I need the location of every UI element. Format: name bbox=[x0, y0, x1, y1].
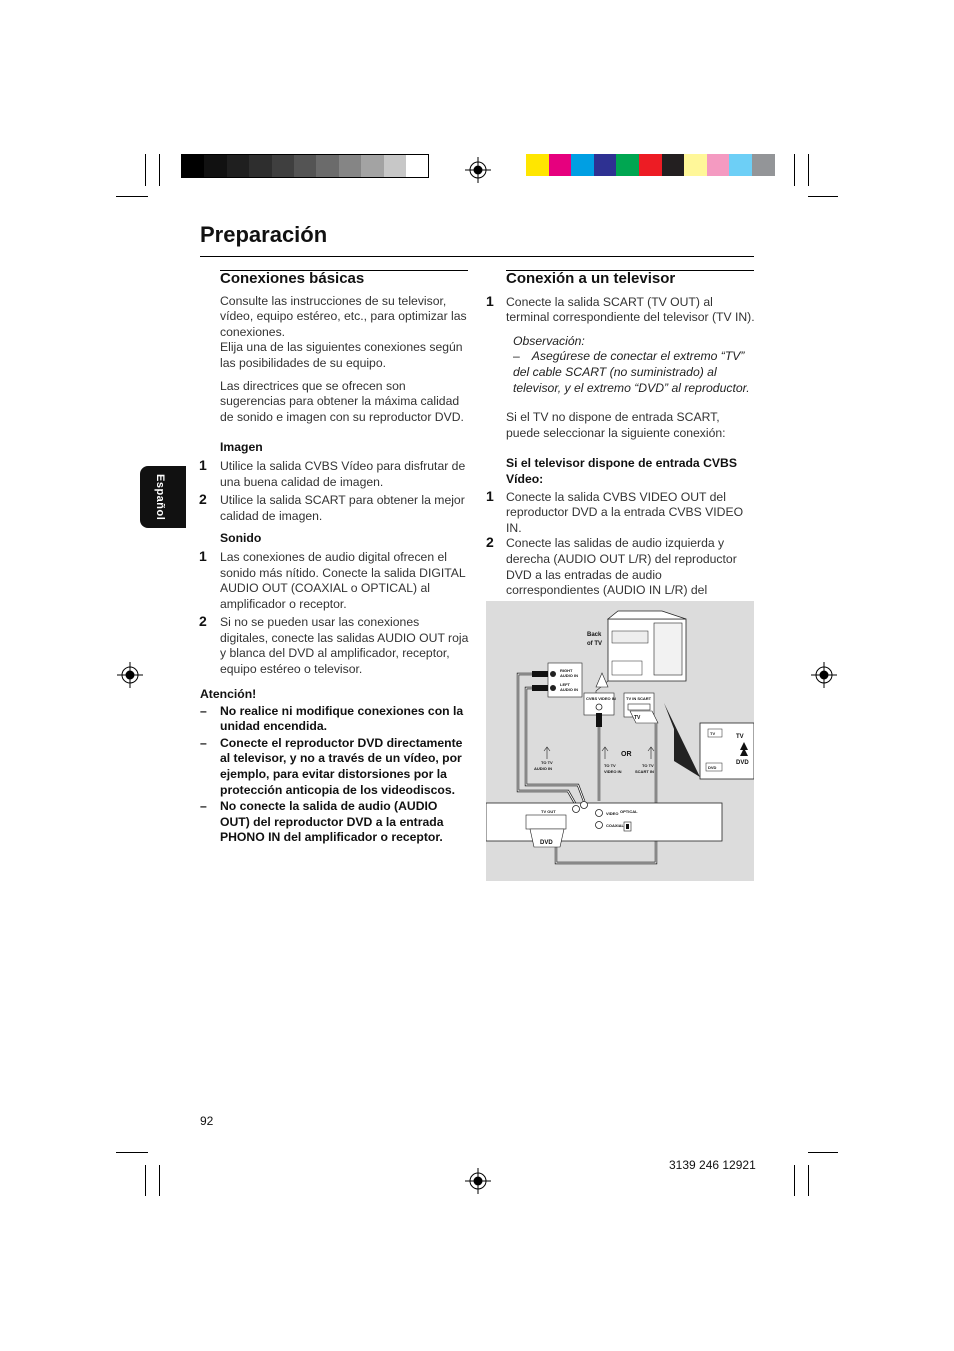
crop-mark bbox=[145, 1165, 146, 1196]
calibration-swatch bbox=[526, 154, 549, 176]
step-text: Las conexiones de audio digital ofrecen el sonido más nítido. Conecte la salida DIGITAL AUDIO OUT (COAXIAL o OPTICAL) al amplificador o receptor. bbox=[220, 549, 466, 611]
page-title: Preparación bbox=[200, 222, 328, 247]
calibration-swatch bbox=[662, 154, 685, 176]
registration-mark-icon bbox=[117, 662, 143, 688]
to-tv-scart-in-label: TO TV bbox=[642, 763, 654, 768]
scart-tv-label: TV bbox=[634, 715, 641, 721]
step-text: Utilice la salida SCART para obtener la mejor calidad de imagen. bbox=[220, 493, 465, 523]
subheading: Si el televisor dispone de entrada CVBS Vídeo: bbox=[506, 456, 737, 486]
or-label: OR bbox=[621, 751, 632, 758]
calibration-swatch bbox=[249, 155, 271, 177]
warning-heading: Atención! bbox=[200, 687, 257, 701]
warning-item: No conecte la salida de audio (AUDIO OUT) del reproductor DVD a la entrada PHONO IN del amplificador o receptor. bbox=[220, 799, 444, 845]
dvd-player-back bbox=[486, 803, 722, 841]
right-audio-in-label: AUDIO IN bbox=[560, 673, 578, 678]
step-number: 1 bbox=[199, 456, 207, 473]
left-column bbox=[199, 270, 470, 678]
calibration-swatch bbox=[384, 155, 406, 177]
intro-paragraph: Las directrices que se ofrecen son sugerencias para obtener la máxima calidad de sonido e imagen con su reproductor DVD. bbox=[220, 378, 464, 424]
calibration-swatch bbox=[182, 155, 204, 177]
crop-mark bbox=[808, 1165, 809, 1196]
calibration-swatch bbox=[594, 154, 617, 176]
connection-diagram-svg bbox=[486, 601, 754, 881]
color-calibration-bar bbox=[526, 154, 775, 176]
language-tab bbox=[140, 466, 186, 528]
registration-mark-icon bbox=[465, 157, 491, 183]
optical-out-label: OPTICAL bbox=[620, 809, 638, 814]
note-block bbox=[513, 334, 756, 396]
title-rule bbox=[200, 256, 754, 257]
crop-mark bbox=[116, 196, 148, 197]
subheading: Imagen bbox=[220, 440, 263, 455]
note-text: Asegúrese de conectar el extremo “TV” del cable SCART (no suministrado) al televisor, y el extremo “DVD” al reproductor. bbox=[513, 349, 750, 395]
step-text: Conecte la salida SCART (TV OUT) al terminal correspondiente del televisor (TV IN). bbox=[506, 294, 755, 325]
coaxial-out-label: COAXIAL bbox=[606, 823, 624, 828]
tv-back-illustration bbox=[596, 611, 686, 701]
step-number: 2 bbox=[199, 613, 207, 630]
left-audio-in-label: AUDIO IN bbox=[560, 687, 578, 692]
registration-mark-icon bbox=[465, 1168, 491, 1194]
inset-dvd-label: DVD bbox=[736, 760, 749, 766]
crop-mark bbox=[145, 154, 146, 186]
calibration-swatch bbox=[639, 154, 662, 176]
calibration-swatch bbox=[616, 154, 639, 176]
calibration-swatch bbox=[406, 155, 428, 177]
section-heading: Conexión a un televisor bbox=[506, 270, 676, 287]
step-number: 2 bbox=[199, 491, 207, 508]
warning-item: Conecte el reproductor DVD directamente al televisor, y no a través de un vídeo, por ejemplo, para evitar distorsiones por la protección anticopia de los videodiscos. bbox=[220, 735, 463, 797]
video-out-label: VIDEO bbox=[606, 811, 619, 816]
to-tv-video-in-label: VIDEO IN bbox=[604, 769, 622, 774]
crop-mark bbox=[808, 154, 809, 186]
calibration-swatch bbox=[294, 155, 316, 177]
calibration-swatch bbox=[752, 154, 775, 176]
to-tv-scart-in-label: SCART IN bbox=[635, 769, 654, 774]
connection-diagram bbox=[486, 601, 754, 881]
dash: – bbox=[200, 703, 207, 718]
right-audio-in-label: RIGHT bbox=[560, 668, 573, 673]
warning-block bbox=[200, 687, 470, 846]
crop-mark bbox=[794, 1165, 795, 1196]
calibration-swatch bbox=[227, 155, 249, 177]
calibration-swatch bbox=[707, 154, 730, 176]
step-number: 1 bbox=[199, 547, 207, 564]
step-text: Utilice la salida CVBS Vídeo para disfrutar de una buena calidad de imagen. bbox=[220, 458, 466, 489]
crop-mark bbox=[808, 196, 838, 197]
calibration-swatch bbox=[729, 154, 752, 176]
calibration-swatch bbox=[204, 155, 226, 177]
language-tab-label: Español bbox=[154, 474, 166, 521]
inset-tv-label: TV bbox=[736, 734, 744, 740]
intro-paragraph: Elija una de las siguientes conexiones según las posibilidades de su equipo. bbox=[220, 340, 463, 370]
crop-mark bbox=[116, 1152, 148, 1153]
to-tv-video-in-label: TO TV bbox=[604, 763, 616, 768]
step-text: Conecte las salidas de audio izquierda y derecha (AUDIO OUT L/R) del reproductor DVD a las entradas de audio correspondientes (AUDIO IN L/R) del bbox=[506, 536, 737, 598]
back-of-tv-label: Back bbox=[587, 632, 602, 638]
step-text: Conecte la salida CVBS VIDEO OUT del reproductor DVD a la entrada CVBS VIDEO IN. bbox=[506, 489, 744, 535]
grayscale-calibration-bar bbox=[181, 154, 429, 178]
intro-paragraph: Consulte las instrucciones de su televisor, vídeo, equipo estéreo, etc., para optimizar las conexiones. bbox=[220, 293, 467, 339]
warning-item: No realice ni modifique conexiones con la unidad encendida. bbox=[220, 703, 464, 734]
right-column bbox=[486, 270, 756, 614]
section-heading: Conexiones básicas bbox=[220, 270, 365, 287]
cvbs-video-in-label: CVBS VIDEO IN bbox=[586, 696, 616, 701]
note-heading: Observación: bbox=[513, 333, 585, 348]
subheading: Sonido bbox=[220, 531, 262, 546]
calibration-swatch bbox=[571, 154, 594, 176]
inset-plug-dvd-label: DVD bbox=[708, 765, 717, 770]
document-code: 3139 246 12921 bbox=[669, 1158, 756, 1172]
crop-mark bbox=[808, 1152, 838, 1153]
registration-mark-icon bbox=[811, 662, 837, 688]
calibration-swatch bbox=[549, 154, 572, 176]
to-tv-audio-in-label: AUDIO IN bbox=[534, 766, 552, 771]
dash: – bbox=[200, 735, 207, 750]
calibration-swatch bbox=[316, 155, 338, 177]
dvd-plug-label: DVD bbox=[540, 840, 553, 846]
crop-mark bbox=[794, 154, 795, 186]
calibration-swatch bbox=[339, 155, 361, 177]
back-of-tv-label: of TV bbox=[587, 641, 602, 647]
crop-mark bbox=[159, 154, 160, 186]
paragraph: Si el TV no dispone de entrada SCART, puede seleccionar la siguiente conexión: bbox=[506, 410, 726, 440]
inset-plug-tv-label: TV bbox=[710, 731, 716, 736]
calibration-swatch bbox=[272, 155, 294, 177]
dash: – bbox=[200, 799, 207, 814]
calibration-swatch bbox=[684, 154, 707, 176]
left-audio-in-label: LEFT bbox=[560, 682, 570, 687]
to-tv-audio-in-label: TO TV bbox=[541, 760, 553, 765]
step-number: 1 bbox=[486, 292, 494, 309]
calibration-swatch bbox=[361, 155, 383, 177]
crop-mark bbox=[159, 1165, 160, 1196]
step-number: 2 bbox=[486, 534, 494, 551]
step-text: Si no se pueden usar las conexiones digitales, conecte las salidas AUDIO OUT roja y blanca del DVD al amplificador, receptor, equipo estéreo o televisor. bbox=[220, 615, 469, 677]
page-number: 92 bbox=[200, 1114, 214, 1128]
tv-in-scart-label: TV IN SCART bbox=[626, 696, 652, 701]
step-number: 1 bbox=[486, 487, 494, 504]
tv-out-label: TV OUT bbox=[541, 809, 556, 814]
dash: – bbox=[513, 349, 520, 364]
